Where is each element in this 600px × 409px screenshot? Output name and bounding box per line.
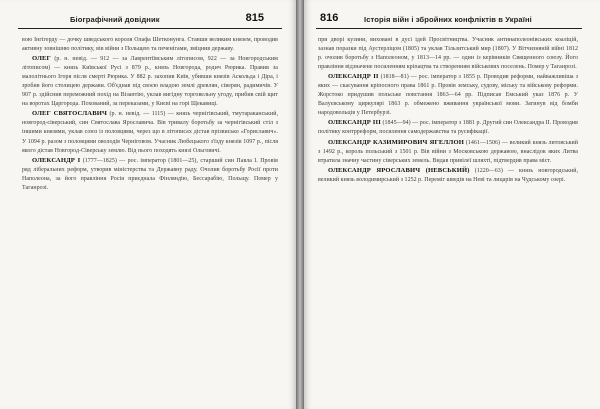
running-title: Біографічний довідник bbox=[70, 15, 160, 24]
entry-headword: ОЛЕКСАНДР II bbox=[328, 73, 379, 81]
left-page-header bbox=[18, 14, 282, 29]
entry-headword: ОЛЕКСАНДР ЯРОСЛАВИЧ (НЕВСЬКИЙ) bbox=[328, 166, 470, 174]
right-page-body bbox=[318, 36, 578, 403]
entry-headword: ОЛЕГ СВЯТОСЛАВИЧ bbox=[32, 110, 108, 118]
left-page-body bbox=[22, 36, 278, 403]
entry-paragraph: ОЛЕКСАНДР III (1845—94) — рос. імператор з 1881 р. Другий син Олександра II. Проводив політику контрреформ, посилення самодержавства та русифікації. bbox=[318, 119, 578, 136]
entry-paragraph: ОЛЕКСАНДР КАЗИМИРОВИЧ ЯГЕЛЛОН (1461—1506) — великий князь литовський з 1492 р., король польський з 1501 р. Вів війни з Московською державою, внаслідок яких Литва втратила значну частину сіверських земель. Видав привілеї шляхті, підтвердив права міст. bbox=[318, 138, 578, 164]
page-number: 815 bbox=[245, 12, 264, 24]
entry-headword: ОЛЕКСАНДР КАЗИМИРОВИЧ ЯГЕЛЛОН bbox=[328, 138, 465, 146]
entry-paragraph: ОЛЕГ (р. н. невід. — 912 — за Лаврентіївським літописом, 922 — за Новгородським літописом) — князь Київської Русі з 879 р., князь Новгорода, родич Рюрика. Правив за малолітнього Ігоря після смерті Рюрика. У 882 р. захопив Київ, убивши князів Аскольда і Діра, і зробив його столицею держави. Об'єднав під своєю владою землі древлян, сіверян, радимичів. У 907 р. здійснив переможний похід на Візантію, уклав вигідну торговельну угоду, прибив свій щит на воротах Царгорода. Похований, за переказами, у Києві на горі Щекавиці. bbox=[22, 55, 278, 108]
entry-paragraph: ОЛЕКСАНДР ЯРОСЛАВИЧ (НЕВСЬКИЙ) (1220—63) — князь новгородський, великий князь володимирський з 1252 р. Переміг шведів на Неві та лицарів на Чудському озері. bbox=[318, 166, 578, 183]
right-page bbox=[304, 0, 600, 409]
page-number: 816 bbox=[320, 12, 339, 24]
entry-headword: ОЛЕКСАНДР I bbox=[32, 156, 81, 164]
right-page-header bbox=[316, 14, 582, 29]
book-gutter bbox=[296, 0, 304, 409]
entry-paragraph: вою Інгігерду — дочку шведського короля Олафа Шетконунга. Ставши великим князем, проводив активну зовнішню політику, вів війни з Польщею та печенігами, зміцнив державу. bbox=[22, 37, 278, 53]
entry-paragraph: ОЛЕКСАНДР II (1818—81) — рос. імператор з 1855 р. Проводив реформи, найважливіша з яких — скасування кріпосного права 1861 р. Провів земську, судову, міську та військову реформи. Жорстоко придушив польське повстання 1863—64 рр. Підписав Емський указ 1876 р. У Валуєвському циркулярі 1863 р. обмежено вживання української мови. Загинув від бомби народовольців у Петербурзі. bbox=[318, 73, 578, 117]
entry-paragraph: при дворі кузини, виховані в дусі ідей Просвітництва. Учасник антинаполеонівських коаліцій, зазнав поразки під Аустерліцом (1805) та уклав Тільзитський мир (1807). У Вітчизняній війні 1812 р. очолив боротьбу з Наполеоном, у 1813—14 рр. — один із керівників Священного союзу. Його правління відзначене посиленням кріпацтва та створенням військових поселень. Помер у Таганрозі. bbox=[318, 37, 578, 71]
entry-paragraph: ОЛЕКСАНДР I (1777—1825) — рос. імператор (1801—25), старший син Павла I. Провів ряд ліберальних реформ, утворив міністерства та Державну раду. Очолив боротьбу Росії проти Наполеона, за його правління Росія приєднала Фінляндію, Бессарабію, Польщу. Помер у Таганрозі. bbox=[22, 156, 278, 191]
left-page bbox=[0, 0, 296, 409]
running-title: Історія війн і збройних конфліктів в Україні bbox=[364, 15, 532, 24]
entry-paragraph: ОЛЕГ СВЯТОСЛАВИЧ (р. н. невід. — 1115) — князь чернігівський, тмутараканський, новгород-сіверський, син Святослава Ярославича. Вів тривалу боротьбу за чернігівський стіл з іншими князями, уклав союз із половцями, через що в літописах дістав прізвисько «Гориславич». У 1094 р. разом з половцями оволодів Черніговом. Учасник Любецького з'їзду князів 1097 р., після якого дістав Новгород-Сіверську землю. Від нього походять князі Ольговичі. bbox=[22, 110, 278, 154]
entry-headword: ОЛЕГ bbox=[32, 55, 51, 63]
entry-headword: ОЛЕКСАНДР III bbox=[328, 119, 381, 127]
